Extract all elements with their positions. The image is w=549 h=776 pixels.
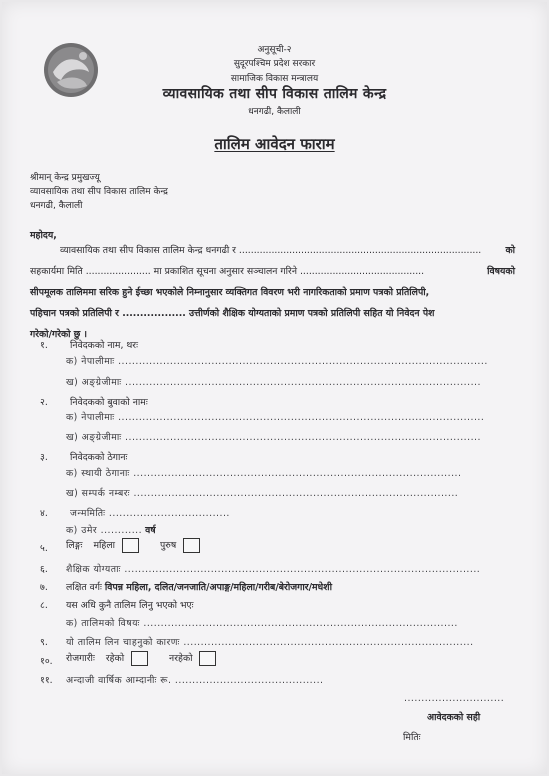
center-name: व्यावसायिक तथा सीप विकास तालिम केन्द्र — [162, 86, 387, 102]
name-nepali-field[interactable]: क) नेपालीमाः ........................................................................................................... — [66, 356, 488, 367]
center-location: धनगढी, कैलाली — [248, 107, 301, 117]
signature-line[interactable]: ............................. — [404, 693, 505, 704]
item-8-number: ८. — [40, 600, 48, 611]
item-2-number: २. — [40, 397, 48, 408]
father-name-nepali-field[interactable]: क) नेपालीमाः .......................................................................................................... — [66, 412, 485, 423]
address-line-3: धनगढी, कैलाली — [30, 201, 83, 211]
address-line-1: श्रीमान् केन्द्र प्रमुखज्यू — [30, 173, 100, 183]
form-page — [2, 2, 547, 774]
employed-label: रहेको — [105, 653, 125, 664]
item-10-number: १०. — [40, 656, 53, 667]
paragraph-line-1 — [60, 240, 515, 262]
employed-checkbox[interactable] — [131, 651, 148, 666]
item-1-number: १. — [40, 340, 48, 351]
item-3-number: ३. — [40, 452, 48, 463]
date-of-birth-field[interactable]: जन्ममितिः ................................... — [70, 508, 230, 519]
gender-label: लिङ्गः — [66, 540, 83, 551]
age-unit: वर्ष — [145, 525, 156, 536]
gender-row — [66, 538, 200, 553]
item-4-number: ४. — [40, 508, 48, 519]
annual-income-field[interactable]: अन्दाजी वार्षिक आम्दानीः रू. ........................................... — [66, 675, 324, 686]
unemployed-label: नरहेको — [169, 653, 193, 664]
signature-date-label: मितिः — [403, 732, 421, 743]
address-line-2: व्यावसायिक तथा सीप विकास तालिम केन्द्र — [30, 187, 168, 197]
item-9-number: ९. — [40, 637, 48, 648]
applicant-address-label: निवेदकको ठेगानः — [70, 452, 128, 463]
applicant-name-label: निवेदकको नाम, थरः — [70, 340, 138, 351]
paragraph-line-4: पहिचान पत्रको प्रतिलिपी र .................. उत्तीर्णको शैक्षिक योग्यताको प्रमाण पत्रको प्रतिलिपी सहित यो निवेदन पेश — [30, 308, 435, 319]
prior-training-subject-field[interactable]: क) तालिमको विषयः ........................................................................................... — [66, 618, 458, 629]
father-name-label: निवेदकको बुवाको नामः — [70, 397, 148, 408]
form-title: तालिम आवेदन फाराम — [214, 135, 335, 153]
ministry-name: सामाजिक विकास मन्त्रालय — [230, 74, 319, 84]
paragraph-line-5: गरेको/गरेको छु । — [30, 329, 88, 340]
target-group-label: लक्षित वर्गः — [66, 582, 102, 593]
applicant-signature-label: आवेदकको सही — [427, 712, 481, 723]
schedule-label: अनुसूची-२ — [257, 45, 292, 55]
paragraph-line-1-text: व्यावसायिक तथा सीप विकास तालिम केन्द्र धनगढी र .................................................................................. — [60, 245, 482, 256]
item-7-number: ७. — [40, 582, 48, 593]
father-name-english-field[interactable]: ख) अङ्ग्रेजीमाः ....................................................................................................... — [66, 432, 481, 443]
item-5-number: ५. — [40, 543, 48, 554]
target-group-options[interactable]: विपन्न महिला, दलित/जनजाति/अपाङ्ग/महिला/गरीब/बेरोजगार/मधेशी — [104, 582, 332, 593]
age-field[interactable] — [66, 523, 156, 536]
item-6-number: ६. — [40, 564, 48, 575]
paragraph-line-2-text: सहकार्यमा मिति ...................... मा प्रकाशित सूचना अनुसार सञ्चालन गरिने .......................................... — [30, 266, 425, 277]
item-11-number: ११. — [40, 675, 53, 686]
target-group-row — [66, 580, 332, 593]
permanent-address-field[interactable]: क) स्थायी ठेगानाः ............................................................................................... — [66, 468, 462, 479]
training-reason-field[interactable]: यो तालिम लिन चाहनुको कारणः .................................................................................... — [66, 637, 474, 648]
contact-number-field[interactable]: ख) सम्पर्क नम्बरः .............................................................................................. — [66, 488, 459, 499]
name-english-field[interactable]: ख) अङ्ग्रेजीमाः ....................................................................................................... — [66, 377, 481, 388]
government-name: सुदूरपश्चिम प्रदेश सरकार — [233, 59, 316, 69]
prior-training-label: यस अधि कुनै तालिम लिनु भएको भएः — [66, 600, 194, 611]
female-label: महिला — [93, 540, 116, 551]
unemployed-checkbox[interactable] — [199, 651, 216, 666]
employment-row — [66, 651, 216, 666]
female-checkbox[interactable] — [122, 538, 139, 553]
employment-label: रोजगारीः — [66, 653, 95, 664]
male-label: पुरुष — [160, 540, 177, 551]
age-field-text: क) उमेर ............ — [66, 525, 143, 536]
paragraph-line-2 — [30, 261, 520, 283]
paragraph-line-2-end: विषयको — [487, 266, 515, 277]
male-checkbox[interactable] — [183, 538, 200, 553]
paragraph-line-3: सीपमूलक तालिममा सरिक हुने ईच्छा भएकोले निम्नानुसार व्यक्तिगत विवरण भरी नागरिकताको प्रमाण पत्रको प्रतिलिपी, — [30, 287, 430, 298]
education-field[interactable]: शैक्षिक योग्यताः ....................................................................................................... — [66, 564, 481, 575]
paragraph-line-1-end: को — [505, 245, 515, 256]
salutation: महोदय, — [30, 230, 57, 241]
